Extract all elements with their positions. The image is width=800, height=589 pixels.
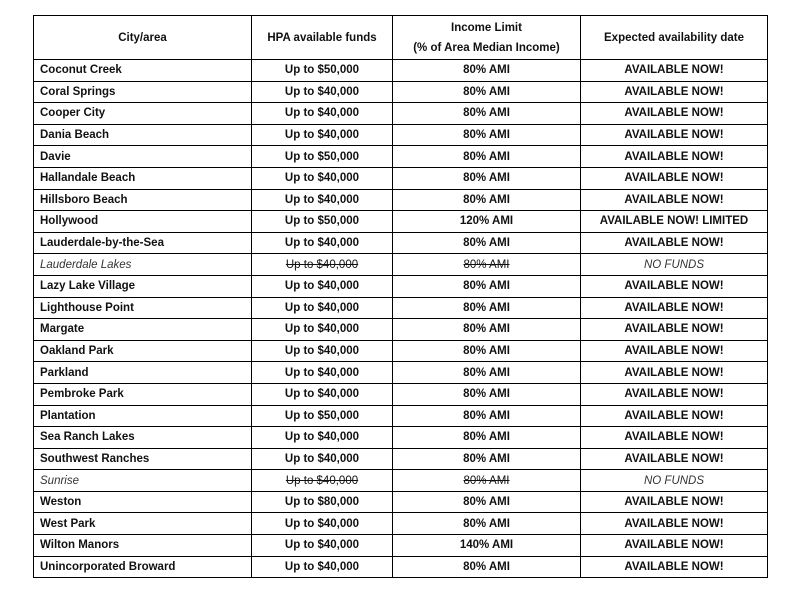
income-limit-cell: 80% AMI bbox=[393, 383, 581, 405]
funds-cell: Up to $40,000 bbox=[252, 297, 393, 319]
income-limit-cell: 80% AMI bbox=[393, 81, 581, 103]
city-cell: Sunrise bbox=[34, 470, 252, 492]
table-row bbox=[34, 470, 768, 492]
header-funds: HPA available funds bbox=[252, 16, 393, 60]
availability-cell: AVAILABLE NOW! bbox=[581, 427, 768, 449]
table-row bbox=[34, 167, 768, 189]
table-row bbox=[34, 60, 768, 82]
income-limit-cell: 80% AMI bbox=[393, 319, 581, 341]
funds-cell: Up to $40,000 bbox=[252, 81, 393, 103]
table-row bbox=[34, 146, 768, 168]
funds-cell: Up to $40,000 bbox=[252, 448, 393, 470]
table-row bbox=[34, 189, 768, 211]
income-limit-cell: 80% AMI bbox=[393, 362, 581, 384]
table-row bbox=[34, 297, 768, 319]
funds-cell: Up to $40,000 bbox=[252, 556, 393, 578]
availability-cell: AVAILABLE NOW! bbox=[581, 103, 768, 125]
table-row bbox=[34, 556, 768, 578]
income-limit-cell: 80% AMI bbox=[393, 405, 581, 427]
city-cell: Hillsboro Beach bbox=[34, 189, 252, 211]
city-cell: Oakland Park bbox=[34, 340, 252, 362]
availability-cell: AVAILABLE NOW! bbox=[581, 556, 768, 578]
funds-cell: Up to $50,000 bbox=[252, 146, 393, 168]
income-limit-cell: 80% AMI bbox=[393, 124, 581, 146]
table-row bbox=[34, 427, 768, 449]
city-cell: Margate bbox=[34, 319, 252, 341]
availability-cell: AVAILABLE NOW! bbox=[581, 167, 768, 189]
funds-cell: Up to $40,000 bbox=[252, 124, 393, 146]
table-row bbox=[34, 535, 768, 557]
city-cell: Lazy Lake Village bbox=[34, 275, 252, 297]
city-cell: Coral Springs bbox=[34, 81, 252, 103]
header-city: City/area bbox=[34, 16, 252, 60]
availability-cell: AVAILABLE NOW! bbox=[581, 513, 768, 535]
funds-cell: Up to $40,000 bbox=[252, 383, 393, 405]
table-row bbox=[34, 81, 768, 103]
table-body bbox=[34, 60, 768, 578]
funds-cell: Up to $40,000 bbox=[252, 254, 393, 276]
city-cell: Cooper City bbox=[34, 103, 252, 125]
income-limit-cell: 80% AMI bbox=[393, 491, 581, 513]
availability-cell: AVAILABLE NOW! bbox=[581, 405, 768, 427]
availability-cell: AVAILABLE NOW! bbox=[581, 146, 768, 168]
funds-cell: Up to $50,000 bbox=[252, 405, 393, 427]
city-cell: Coconut Creek bbox=[34, 60, 252, 82]
availability-cell: NO FUNDS bbox=[581, 470, 768, 492]
income-limit-cell: 80% AMI bbox=[393, 254, 581, 276]
header-income-limit-line1: Income Limit bbox=[451, 21, 522, 34]
income-limit-cell: 140% AMI bbox=[393, 535, 581, 557]
table-row bbox=[34, 211, 768, 233]
income-limit-cell: 80% AMI bbox=[393, 340, 581, 362]
availability-cell: AVAILABLE NOW! bbox=[581, 535, 768, 557]
city-cell: Parkland bbox=[34, 362, 252, 384]
table-row bbox=[34, 124, 768, 146]
availability-cell: AVAILABLE NOW! bbox=[581, 362, 768, 384]
table-row bbox=[34, 491, 768, 513]
city-cell: Southwest Ranches bbox=[34, 448, 252, 470]
availability-cell: AVAILABLE NOW! bbox=[581, 124, 768, 146]
income-limit-cell: 120% AMI bbox=[393, 211, 581, 233]
table-header-row bbox=[34, 16, 768, 60]
city-cell: Hollywood bbox=[34, 211, 252, 233]
funds-cell: Up to $40,000 bbox=[252, 232, 393, 254]
availability-cell: AVAILABLE NOW! bbox=[581, 60, 768, 82]
income-limit-cell: 80% AMI bbox=[393, 60, 581, 82]
city-cell: Unincorporated Broward bbox=[34, 556, 252, 578]
income-limit-cell: 80% AMI bbox=[393, 103, 581, 125]
income-limit-cell: 80% AMI bbox=[393, 232, 581, 254]
availability-cell: AVAILABLE NOW! LIMITED bbox=[581, 211, 768, 233]
table-row bbox=[34, 448, 768, 470]
funds-cell: Up to $40,000 bbox=[252, 319, 393, 341]
availability-cell: AVAILABLE NOW! bbox=[581, 319, 768, 341]
funds-cell: Up to $40,000 bbox=[252, 167, 393, 189]
city-cell: Hallandale Beach bbox=[34, 167, 252, 189]
table-row bbox=[34, 405, 768, 427]
city-cell: Davie bbox=[34, 146, 252, 168]
income-limit-cell: 80% AMI bbox=[393, 556, 581, 578]
table-row bbox=[34, 383, 768, 405]
income-limit-cell: 80% AMI bbox=[393, 297, 581, 319]
header-income-limit-line2: (% of Area Median Income) bbox=[413, 41, 560, 54]
availability-cell: AVAILABLE NOW! bbox=[581, 383, 768, 405]
income-limit-cell: 80% AMI bbox=[393, 146, 581, 168]
funds-availability-table bbox=[33, 15, 768, 578]
table-row bbox=[34, 513, 768, 535]
funds-cell: Up to $50,000 bbox=[252, 60, 393, 82]
availability-cell: AVAILABLE NOW! bbox=[581, 232, 768, 254]
availability-cell: AVAILABLE NOW! bbox=[581, 297, 768, 319]
table-row bbox=[34, 103, 768, 125]
city-cell: Plantation bbox=[34, 405, 252, 427]
funds-cell: Up to $40,000 bbox=[252, 513, 393, 535]
income-limit-cell: 80% AMI bbox=[393, 470, 581, 492]
city-cell: Wilton Manors bbox=[34, 535, 252, 557]
city-cell: Weston bbox=[34, 491, 252, 513]
funds-cell: Up to $40,000 bbox=[252, 427, 393, 449]
funds-cell: Up to $40,000 bbox=[252, 362, 393, 384]
funds-cell: Up to $80,000 bbox=[252, 491, 393, 513]
funds-cell: Up to $40,000 bbox=[252, 535, 393, 557]
availability-cell: AVAILABLE NOW! bbox=[581, 448, 768, 470]
funds-cell: Up to $40,000 bbox=[252, 103, 393, 125]
header-availability: Expected availability date bbox=[581, 16, 768, 60]
table-row bbox=[34, 254, 768, 276]
city-cell: West Park bbox=[34, 513, 252, 535]
funds-cell: Up to $40,000 bbox=[252, 275, 393, 297]
income-limit-cell: 80% AMI bbox=[393, 189, 581, 211]
availability-cell: AVAILABLE NOW! bbox=[581, 491, 768, 513]
city-cell: Dania Beach bbox=[34, 124, 252, 146]
income-limit-cell: 80% AMI bbox=[393, 448, 581, 470]
funds-cell: Up to $40,000 bbox=[252, 340, 393, 362]
availability-cell: AVAILABLE NOW! bbox=[581, 275, 768, 297]
city-cell: Pembroke Park bbox=[34, 383, 252, 405]
table-row bbox=[34, 232, 768, 254]
table-row bbox=[34, 319, 768, 341]
income-limit-cell: 80% AMI bbox=[393, 275, 581, 297]
city-cell: Sea Ranch Lakes bbox=[34, 427, 252, 449]
availability-cell: AVAILABLE NOW! bbox=[581, 340, 768, 362]
funds-cell: Up to $50,000 bbox=[252, 211, 393, 233]
city-cell: Lauderdale Lakes bbox=[34, 254, 252, 276]
funds-cell: Up to $40,000 bbox=[252, 189, 393, 211]
income-limit-cell: 80% AMI bbox=[393, 513, 581, 535]
table-row bbox=[34, 275, 768, 297]
availability-cell: AVAILABLE NOW! bbox=[581, 189, 768, 211]
availability-cell: NO FUNDS bbox=[581, 254, 768, 276]
city-cell: Lighthouse Point bbox=[34, 297, 252, 319]
table-row bbox=[34, 340, 768, 362]
city-cell: Lauderdale-by-the-Sea bbox=[34, 232, 252, 254]
table-row bbox=[34, 362, 768, 384]
funds-cell: Up to $40,000 bbox=[252, 470, 393, 492]
income-limit-cell: 80% AMI bbox=[393, 427, 581, 449]
income-limit-cell: 80% AMI bbox=[393, 167, 581, 189]
header-income-limit bbox=[393, 16, 581, 60]
availability-cell: AVAILABLE NOW! bbox=[581, 81, 768, 103]
